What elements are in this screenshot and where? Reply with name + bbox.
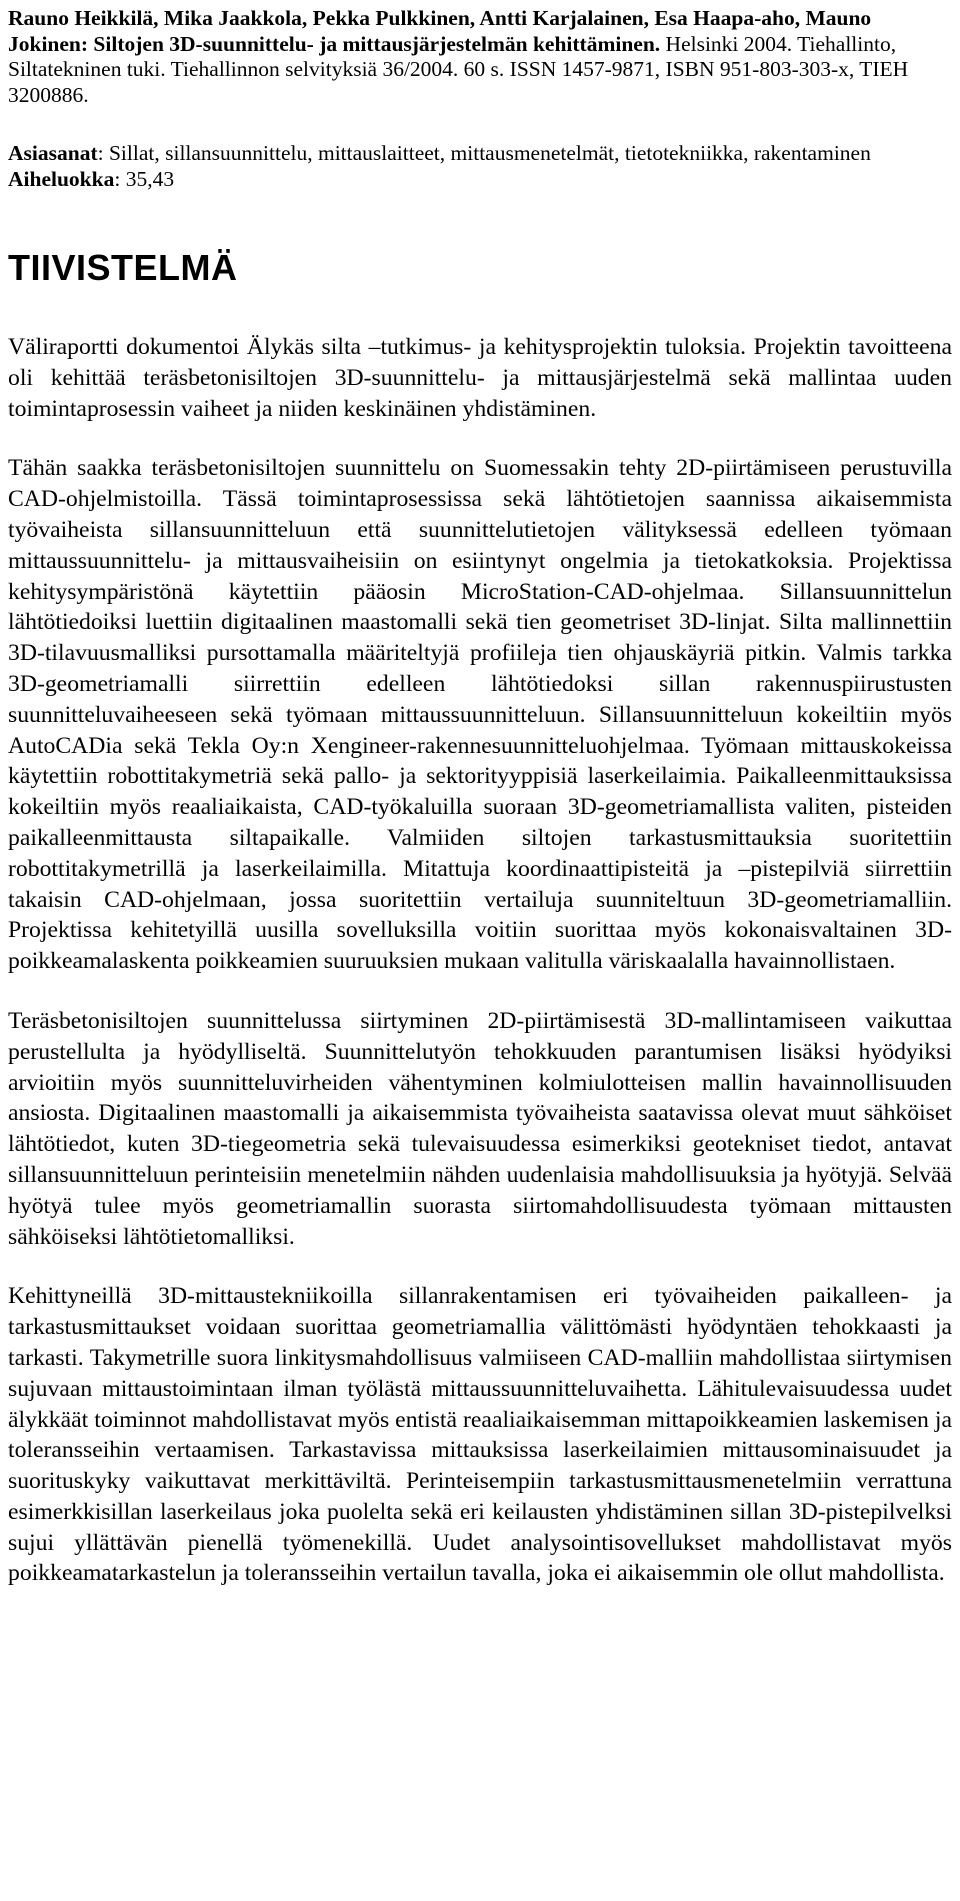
abstract-paragraph-2: Tähän saakka teräsbetonisiltojen suunnittelu on Suomessakin tehty 2D-piirtämiseen perustuvilla CAD-ohjelmistoilla. Tässä toimintaprosessissa sekä lähtötietojen saannissa aikaisemmista työvaiheista sillansuunnitteluun että suunnittelutietojen välityksessä edelleen työmaan mittaussuunnittelu- ja mittausvaiheisiin on esiintynyt ongelmia ja tietokatkoksia. Projektissa kehitysympäristönä käytettiin pääosin MicroStation-CAD-ohjelmaa. Sillansuunnittelun lähtötiedoiksi luettiin digitaalinen maastomalli sekä tien geometriset 3D-linjat. Silta mallinnettiin 3D-tilavuusmalliksi pursottamalla määriteltyjä profiileja tien ohjauskäyriä pitkin. Valmis tarkka 3D-geometriamalli siirrettiin edelleen lähtötiedoksi sillan rakennuspiirustusten suunnitteluvaiheeseen sekä työmaan mittaussuunnitteluun. Sillansuunnitteluun kokeiltiin myös AutoCADia sekä Tekla Oy:n Xengineer-rakennesuunnitteluohjelmaa. Työmaan mittauskokeissa käytettiin robottitakymetriä sekä pallo- ja sektorityyppisiä laserkeilaimia. Paikalleenmittauksissa kokeiltiin myös reaaliaikaista, CAD-työkaluilla suoraan 3D-geometriamallista valiten, pisteiden paikalleenmittausta siltapaikalle. Valmiiden siltojen tarkastusmittauksia suoritettiin robottitakymetrillä ja laserkeilaimilla. Mitattuja koordinaattipisteitä ja –pistepilviä siirrettiin takaisin CAD-ohjelmaan, jossa suoritettiin vertailuja suunniteltuun 3D-geometriamalliin. Projektissa kehitetyillä uusilla sovelluksilla voitiin suorittaa myös kokonaisvaltainen 3D-poikkeamalaskenta poikkeamien suuruuksien mukaan valitulla väriskaalalla havainnollistaen. [8, 455, 952, 975]
subject-class-label: Aiheluokka [8, 166, 115, 191]
abstract-paragraph-1: Väliraportti dokumentoi Älykäs silta –tutkimus- ja kehitysprojektin tuloksia. Projektin tavoitteena oli kehittää teräsbetonisiltojen 3D-suunnittelu- ja mittausjärjestelmä sekä mallintaa uuden toimintaprosessin vaiheet ja niiden keskinäinen yhdistäminen. [8, 334, 952, 422]
document-page [8, 6, 952, 1618]
subject-class-value: : 35,43 [114, 166, 175, 191]
citation-authors-title: Rauno Heikkilä, Mika Jaakkola, Pekka Pulkkinen, Antti Karjalainen, Esa Haapa-aho, Mauno Jokinen: Siltojen 3D-suunnittelu- ja mittausjärjestelmän kehittäminen. [8, 6, 872, 56]
keywords-label: Asiasanat [8, 141, 98, 165]
abstract-heading: TIIVISTELMÄ [8, 247, 238, 288]
citation-block [8, 6, 952, 108]
abstract-paragraph-4: Kehittyneillä 3D-mittaustekniikoilla sillanrakentamisen eri työvaiheiden paikalleen- ja tarkastusmittaukset voidaan suorittaa geometriamallia välittömästi hyödyntäen tehokkaasti ja tarkasti. Takymetrille suora linkitysmahdollisuus valmiiseen CAD-malliin mahdollistaa siirtymisen sujuvaan mittaustoimintaan ilman työlästä mittaussuunnitteluvaihetta. Lähitulevaisuudessa uudet älykkäät toiminnot mahdollistavat myös entistä reaaliaikaisemman mittapoikkeamien laskemisen ja toleransseihin vertaamisen. Tarkastavissa mittauksissa laserkeilaimien mittausominaisuudet ja suorituskyky vaikuttavat merkittäviltä. Perinteisempiin tarkastusmittausmenetelmiin verrattuna esimerkkisillan laserkeilaus joka puolelta sekä eri keilausten yhdistäminen sillan 3D-pistepilvelksi sujui yllättävän pienellä työmenekillä. Uudet analysointisovellukset mahdollistavat myös poikkeamatarkastelun ja toleransseihin vertailun tavalla, joka ei aikaisemmin ole ollut mahdollista. [8, 1283, 952, 1587]
keywords-line [8, 141, 952, 167]
citation-publication: Helsinki 2004. Tiehallinto, Siltatekninen tuki. Tiehallinnon selvityksiä 36/2004. 60 s. ISSN 1457-9871, ISBN 951-803-303-x, TIEH 3200886. [8, 31, 909, 107]
abstract-paragraph-3: Teräsbetonisiltojen suunnittelussa siirtyminen 2D-piirtämisestä 3D-mallintamiseen vaikuttaa perustellulta ja hyödylliseltä. Suunnittelutyön tehokkuuden parantumisen lisäksi hyödyiksi arvioitiin myös suunnitteluvirheiden vähentyminen kolmiulotteisen mallin havainnollisuuden ansiosta. Digitaalinen maastomalli ja aikaisemmista työvaiheista saatavissa olevat muut sähköiset lähtötiedot, kuten 3D-tiegeometria sekä tulevaisuudessa esimerkiksi geotekniset tiedot, antavat sillansuunnitteluun perinteisiin menetelmiin nähden uudenlaisia mahdollisuuksia ja hyötyjä. Selvää hyötyä tulee myös geometriamallin suorasta siirtomahdollisuudesta työmaan mittausten sähköiseksi lähtötietomalliksi. [8, 1007, 952, 1250]
subject-class-line [8, 167, 952, 193]
metadata-block [8, 141, 952, 192]
keywords-value: : Sillat, sillansuunnittelu, mittauslaitteet, mittausmenetelmät, tietotekniikka, rakentaminen [97, 141, 871, 165]
abstract-body [8, 332, 952, 1589]
